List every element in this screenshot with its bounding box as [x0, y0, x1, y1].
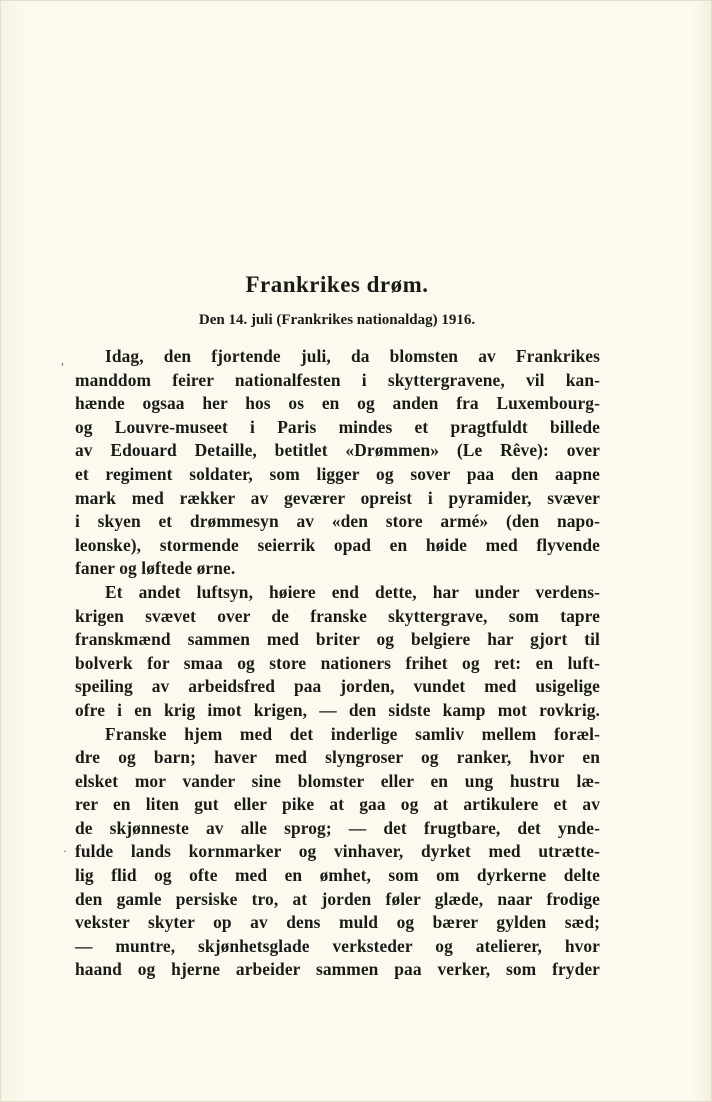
margin-mark: ,	[61, 353, 64, 367]
text-line: et regiment soldater, som ligger og sover paa den aapne	[75, 463, 600, 484]
text-line: lig flid og ofte med en ømhet, som om dyrkerne delte	[75, 865, 600, 886]
text-line: Idag, den fjortende juli, da blomsten av Frankrikes	[105, 346, 600, 366]
text-line: rer en liten gut eller pike at gaa og at artikulere et av	[75, 794, 600, 815]
text-line: vekster skyter op av dens muld og bærer gylden sæd;	[75, 912, 600, 933]
text-line: haand og hjerne arbeider sammen paa verker, som fryder	[75, 959, 600, 980]
text-line: den gamle persiske tro, at jorden føler glæde, naar frodige	[75, 888, 600, 909]
text-line: ofre i en krig imot krigen, — den sidste kamp mot rovkrig.	[75, 699, 600, 720]
text-line: Franske hjem med det inderlige samliv mellem foræl-	[105, 723, 600, 744]
text-line: de skjønneste av alle sprog; — det frugtbare, det ynde-	[75, 817, 600, 838]
text-line: bolverk for smaa og store nationers frihet og ret: en luft-	[75, 652, 600, 673]
text-line: av Edouard Detaille, betitlet «Drømmen» (Le Rêve): over	[75, 440, 600, 461]
text-line: krigen svævet over de franske skyttergrave, som tapre	[75, 605, 600, 626]
text-line: Et andet luftsyn, høiere end dette, har under verdens-	[105, 581, 600, 602]
text-line: franskmænd sammen med briter og belgiere har gjort til	[75, 629, 600, 650]
document-dateline: Den 14. juli (Frankrikes nationaldag) 1916.	[198, 312, 476, 328]
body-text	[75, 345, 600, 982]
text-line: fulde lands kornmarker og vinhaver, dyrket med utrætte-	[75, 841, 600, 862]
text-line: speiling av arbeidsfred paa jorden, vundet med usigelige	[75, 676, 600, 697]
text-line: leonske), stormende seierrik opad en høide med flyvende	[75, 534, 600, 555]
text-line: elsket mor vander sine blomster eller en ung hustru læ-	[75, 770, 600, 791]
document-title: Frankrikes drøm.	[245, 272, 429, 297]
margin-mark: ·	[63, 844, 67, 858]
text-line: og Louvre-museet i Paris mindes et pragtfuldt billede	[75, 416, 600, 437]
text-line: faner og løftede ørne.	[75, 558, 236, 579]
text-line: mark med rækker av geværer opreist i pyramider, svæver	[75, 487, 600, 508]
text-line: — muntre, skjønhetsglade verksteder og atelierer, hvor	[75, 935, 600, 956]
text-line: dre og barn; haver med slyngroser og ranker, hvor en	[75, 747, 600, 768]
text-line: hænde ogsaa her hos os en og anden fra Luxembourg-	[75, 393, 600, 414]
text-line: manddom feirer nationalfesten i skyttergravene, vil kan-	[75, 369, 600, 390]
text-line: i skyen et drømmesyn av «den store armé» (den napo-	[75, 511, 600, 532]
